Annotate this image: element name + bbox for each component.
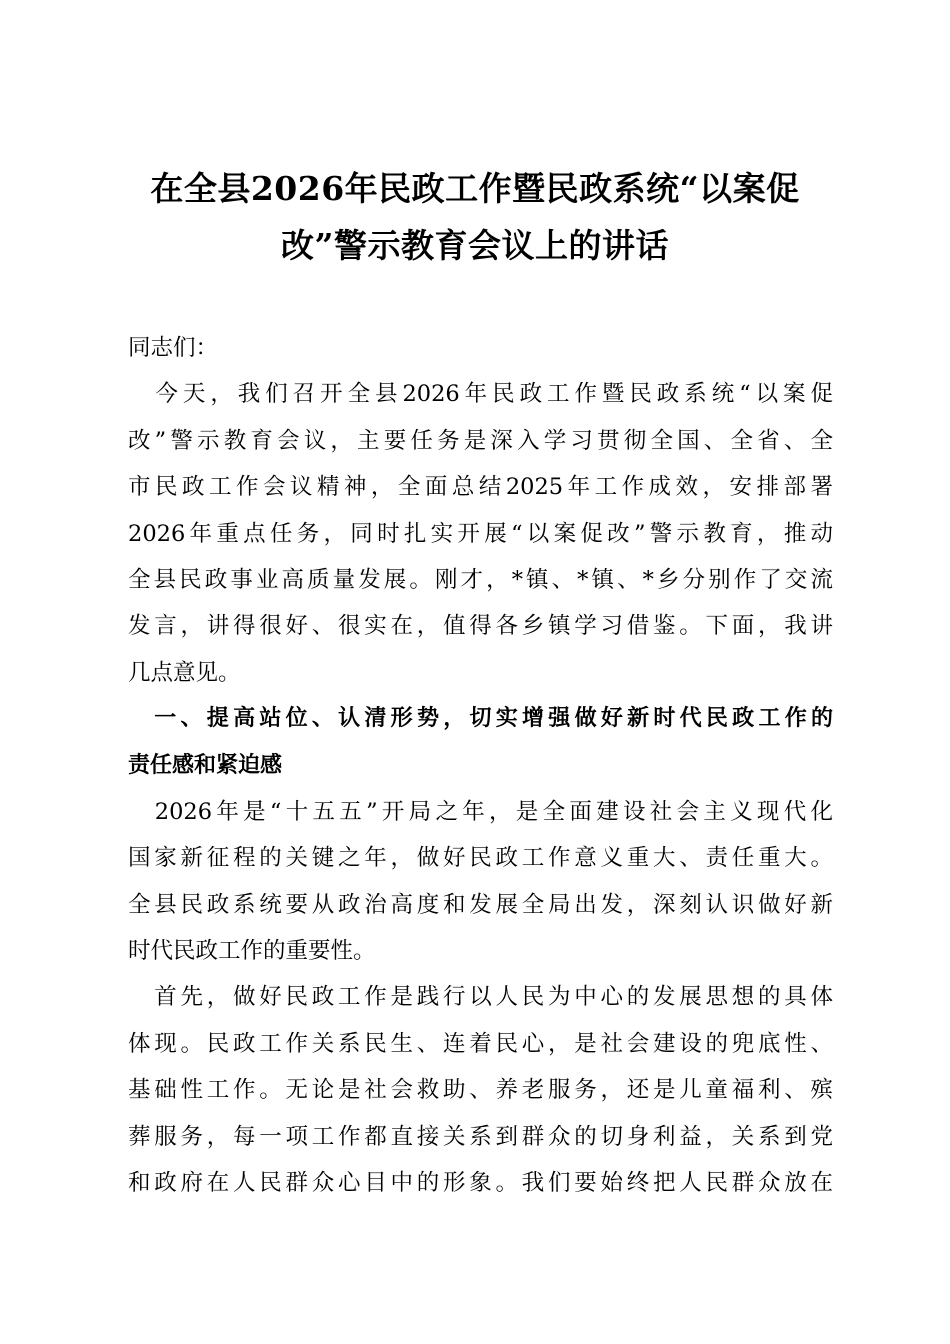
paragraph-line: 市民政工作会议精神，全面总结2025年工作成效，安排部署 (128, 474, 833, 501)
paragraph-line: 国家新征程的关键之年，做好民政工作意义重大、责任重大。 (128, 845, 833, 872)
speech-body (128, 325, 833, 1206)
paragraph-line: 和政府在人民群众心目中的形象。我们要始终把人民群众放在 (128, 1170, 833, 1197)
paragraph-line: 2026年是“十五五”开局之年，是全面建设社会主义现代化 (128, 798, 833, 825)
paragraph-line: 首先，做好民政工作是践行以人民为中心的发展思想的具体 (128, 984, 833, 1011)
salutation: 同志们： (128, 335, 219, 361)
section-heading: 一、提高站位、认清形势，切实增强做好新时代民政工作的 (128, 706, 833, 732)
title-line: 改”警示教育会议上的讲话 (281, 226, 669, 265)
paragraph-line: 基础性工作。无论是社会救助、养老服务，还是儿童福利、殡 (128, 1077, 833, 1104)
paragraph-line: 全县民政事业高质量发展。刚才，*镇、*镇、*乡分别作了交流 (128, 566, 833, 593)
title-line: 在全县2026年民政工作暨民政系统“以案促 (150, 169, 800, 208)
paragraph-line: 发言，讲得很好、很实在，值得各乡镇学习借鉴。下面，我讲 (128, 613, 833, 640)
document-title (110, 160, 840, 274)
paragraph-line: 葬服务，每一项工作都直接关系到群众的切身利益，关系到党 (128, 1123, 833, 1150)
section-heading: 责任感和紧迫感 (128, 752, 283, 778)
paragraph-line: 今天，我们召开全县2026年民政工作暨民政系统“以案促 (128, 381, 833, 408)
paragraph-line: 时代民政工作的重要性。 (128, 938, 376, 965)
paragraph-line: 几点意见。 (128, 659, 241, 686)
paragraph-line: 体现。民政工作关系民生、连着民心，是社会建设的兜底性、 (128, 1030, 833, 1057)
paragraph-line: 改”警示教育会议，主要任务是深入学习贯彻全国、全省、全 (128, 427, 833, 454)
paragraph-line: 全县民政系统要从政治高度和发展全局出发，深刻认识做好新 (128, 891, 833, 918)
paragraph-line: 2026年重点任务，同时扎实开展“以案促改”警示教育，推动 (128, 520, 833, 547)
